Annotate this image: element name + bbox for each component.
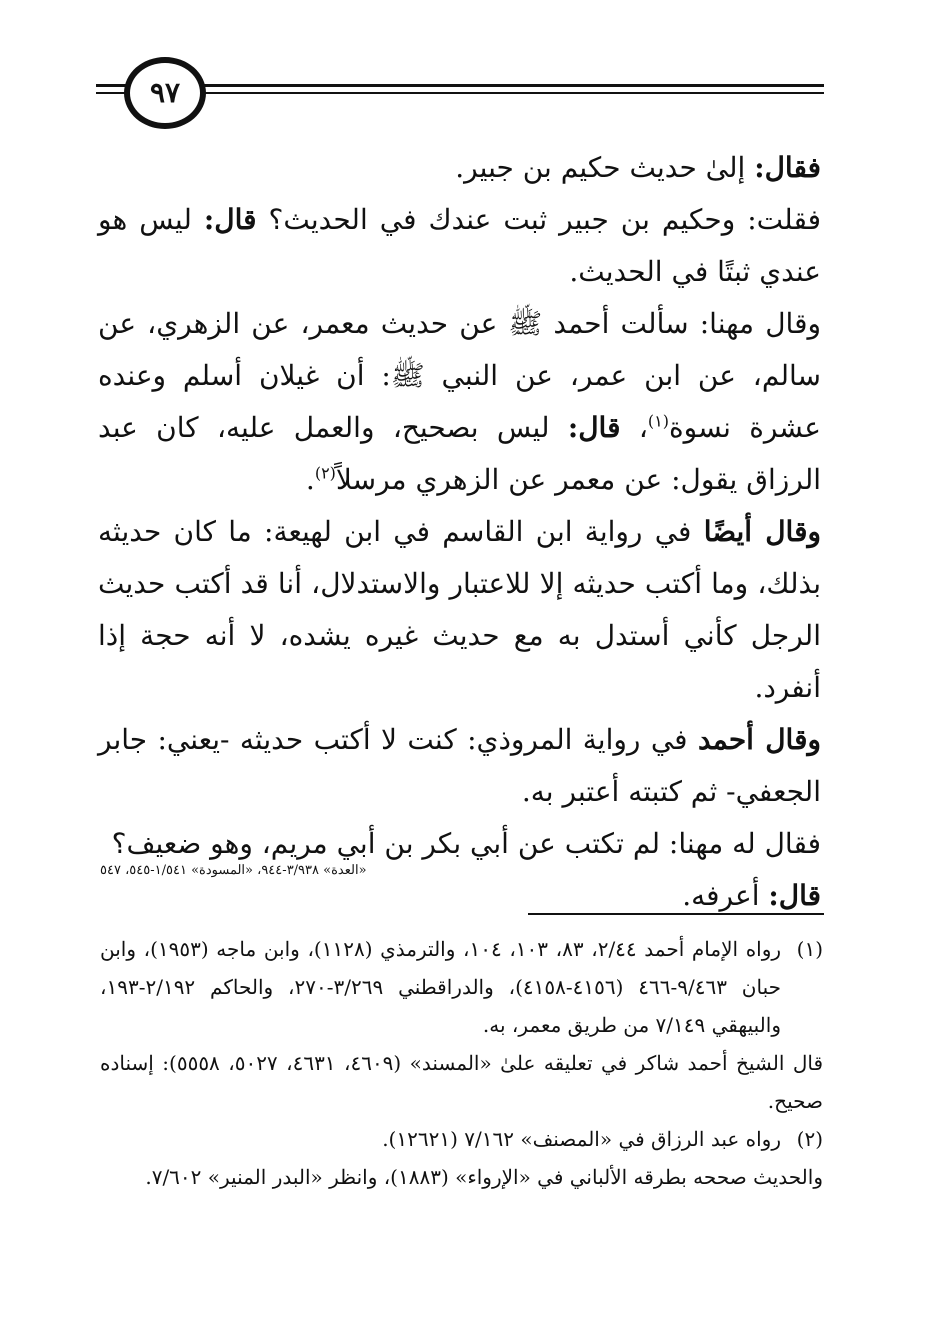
- footnote-2: [100, 1120, 823, 1158]
- paragraph-text-cont: ليس بصحيح، والعمل عليه، كان عبد الرزاق يقول: عن معمر عن الزهري مرسلاً: [98, 411, 821, 496]
- speaker-label: قال:: [203, 203, 257, 236]
- paragraph-text: في رواية المروذي: كنت لا أكتب حديثه -يعني: جابر الجعفي- ثم كتبته أعتبر به.: [98, 723, 821, 808]
- footnotes: [100, 930, 823, 1196]
- footnote-1-continuation: قال الشيخ أحمد شاكر في تعليقه علىٰ «المسند» (٤٦٠٩، ٤٦٣١، ٥٠٢٧، ٥٥٥٨): إسناده صحيح.: [100, 1051, 824, 1113]
- paragraph-1: [98, 142, 821, 194]
- footnote-ref-1[interactable]: (١): [647, 411, 669, 431]
- paragraph-2: [98, 194, 821, 298]
- paragraph-text: إلىٰ حديث حكيم بن جبير.: [455, 151, 755, 184]
- page-header: [96, 52, 824, 148]
- footnote-ref-2[interactable]: (٢): [314, 463, 336, 483]
- speaker-label: قال:: [768, 879, 821, 912]
- reference-line: «العدة» ٣/٩٣٨-٩٤٤، «المسودة» ١/٥٤١-٥٤٥، ٥٤٧: [100, 863, 367, 878]
- footnote-separator: [528, 913, 824, 915]
- speaker-label: قال:: [567, 411, 621, 444]
- footnote-body: رواه الإمام أحمد ٢/٤٤، ٨٣، ١٠٣، ١٠٤، والترمذي (١١٢٨)، وابن ماجه (١٩٥٣)، وابن حبان ٩/٤٦٣-٤٦٦ (٤١٥٦-٤١٥٨)، والدراقطني ٣/٢٦٩-٢٧٠، والحاكم ٢/١٩٢-١٩٣، والبيهقي ٧/١٤٩ من طريق معمر، به.: [100, 937, 782, 1037]
- footnote-1: [100, 930, 823, 1044]
- page-number-badge: [124, 57, 206, 129]
- speaker-label: وقال أيضًا: [703, 515, 821, 548]
- paragraph-end: .: [305, 463, 315, 496]
- paragraph-text: أعرفه.: [682, 879, 769, 912]
- paragraph-4: [98, 506, 821, 714]
- footnote-marker: (١): [796, 937, 823, 961]
- footnote-2-continuation: والحديث صححه بطرقه الألباني في «الإرواء» (١٨٨٣)، وانظر «البدر المنير» ٧/٦٠٢.: [145, 1165, 823, 1189]
- paragraph-text: فقلت: وحكيم بن جبير ثبت عندك في الحديث؟: [256, 203, 821, 236]
- footnote-body: رواه عبد الرزاق في «المصنف» ٧/١٦٢ (١٢٦٢١).: [382, 1127, 781, 1151]
- footnote-marker: (٢): [796, 1127, 823, 1151]
- speaker-label: فقال:: [754, 151, 821, 184]
- speaker-label: وقال أحمد: [697, 723, 821, 756]
- paragraph-3: [98, 298, 821, 506]
- paragraph-text: في رواية ابن القاسم في ابن لهيعة: ما كان حديثه بذلك، وما أكتب حديثه إلا للاعتبار والاستدلال، أنا قد أكتب حديث الرجل كأني أستدل به مع حديث غيره يشده، لا أنه حجة إذا أنفرد.: [98, 515, 821, 704]
- paragraph-text: وقال مهنا: سألت أحمد ﷺ عن حديث معمر، عن الزهري، عن سالم، عن ابن عمر، عن النبي ﷺ: أن غيلان أسلم وعنده عشرة نسوة: [98, 307, 821, 444]
- separator-text: ،: [620, 411, 648, 444]
- main-text: [98, 142, 821, 922]
- paragraph-text: فقال له مهنا: لم تكتب عن أبي بكر بن أبي مريم، وهو ضعيف؟: [111, 827, 821, 860]
- paragraph-5: [98, 714, 821, 818]
- page-number: ٩٧: [149, 76, 181, 109]
- paragraph-text-cont: ليس هو عندي ثبتًا في الحديث.: [98, 203, 821, 288]
